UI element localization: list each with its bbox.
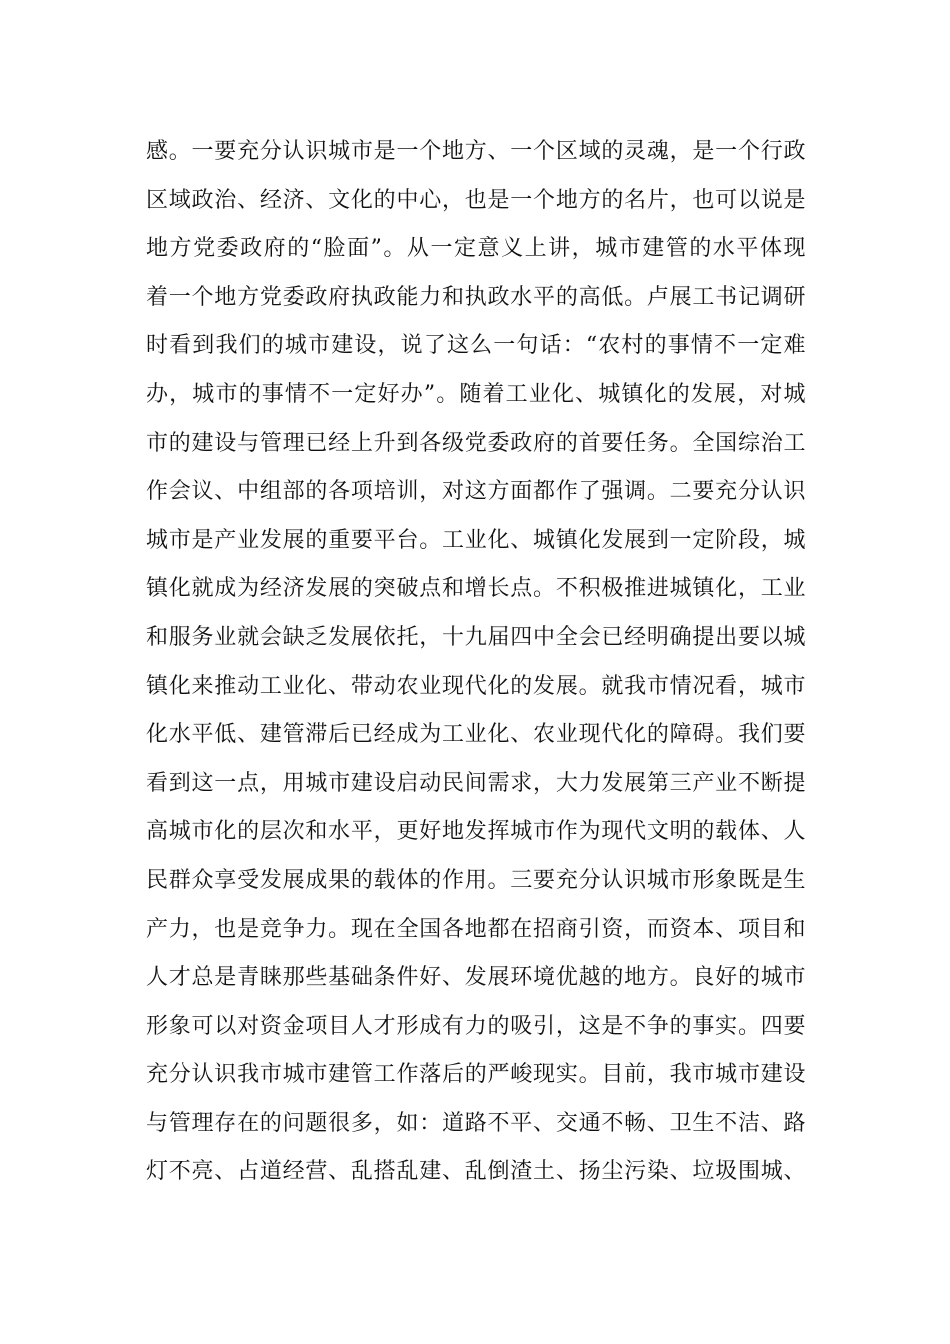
text-line: 灯不亮、占道经营、乱搭乱建、乱倒渣土、扬尘污染、垃圾围城、 [146,1159,806,1185]
text-line: 时看到我们的城市建设，说了这么一句话：“农村的事情不一定难 [146,333,806,359]
text-line: 形象可以对资金项目人才形成有力的吸引，这是不争的事实。四要 [146,1013,806,1039]
text-line: 和服务业就会缺乏发展依托，十九届四中全会已经明确提出要以城 [146,624,806,650]
text-line: 镇化来推动工业化、带动农业现代化的发展。就我市情况看，城市 [146,673,806,699]
text-line: 感。一要充分认识城市是一个地方、一个区域的灵魂，是一个行政 [146,139,806,164]
text-line: 地方党委政府的“脸面”。从一定意义上讲，城市建管的水平体现 [146,236,806,262]
text-line: 充分认识我市城市建管工作落后的严峻现实。目前，我市城市建设 [146,1062,806,1088]
text-line: 与管理存在的问题很多，如：道路不平、交通不畅、卫生不洁、路 [146,1110,806,1136]
text-line: 区域政治、经济、文化的中心，也是一个地方的名片，也可以说是 [146,187,806,213]
text-line: 镇化就成为经济发展的突破点和增长点。不积极推进城镇化，工业 [146,576,806,602]
text-line: 化水平低、建管滞后已经成为工业化、农业现代化的障碍。我们要 [146,722,806,748]
text-line: 着一个地方党委政府执政能力和执政水平的高低。卢展工书记调研 [146,284,806,310]
body-text [146,128,806,1197]
text-line: 办，城市的事情不一定好办”。随着工业化、城镇化的发展，对城 [146,381,806,407]
text-line: 高城市化的层次和水平，更好地发挥城市作为现代文明的载体、人 [146,819,806,845]
text-line: 产力，也是竞争力。现在全国各地都在招商引资，而资本、项目和 [146,916,806,942]
text-line: 人才总是青睐那些基础条件好、发展环境优越的地方。良好的城市 [146,965,806,991]
text-line: 看到这一点，用城市建设启动民间需求，大力发展第三产业不断提 [146,770,806,796]
text-line: 作会议、中组部的各项培训，对这方面都作了强调。二要充分认识 [146,479,806,505]
text-line: 民群众享受发展成果的载体的作用。三要充分认识城市形象既是生 [146,867,806,893]
text-line: 市的建设与管理已经上升到各级党委政府的首要任务。全国综治工 [146,430,806,456]
text-line: 城市是产业发展的重要平台。工业化、城镇化发展到一定阶段，城 [146,527,806,553]
